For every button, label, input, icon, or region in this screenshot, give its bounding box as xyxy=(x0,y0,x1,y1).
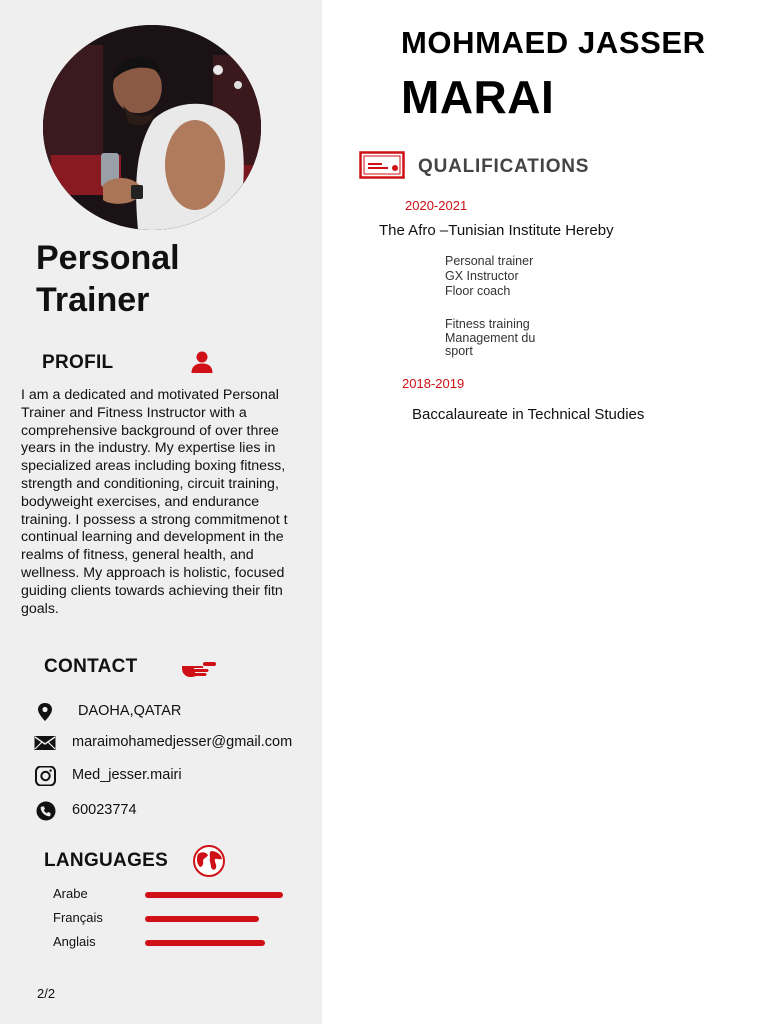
qualification-detail: Floor coach xyxy=(445,284,511,298)
contact-instagram[interactable] xyxy=(0,764,322,788)
qualification-institution: The Afro –Tunisian Institute Hereby xyxy=(379,222,614,239)
language-name: Français xyxy=(53,910,103,925)
name-last-line: MARAI xyxy=(401,71,555,123)
pointing-hand-icon xyxy=(181,658,217,680)
language-row xyxy=(53,910,313,930)
languages-heading: LANGUAGES xyxy=(44,850,169,871)
page-number: 2/2 xyxy=(37,986,56,1001)
profile-photo-illustration xyxy=(43,25,261,230)
language-row xyxy=(53,934,313,954)
name-first-line: MOHMAED JASSER xyxy=(401,25,706,60)
contact-instagram-text[interactable]: Med_jesser.mairi xyxy=(72,767,182,783)
qualification-detail: sport xyxy=(445,344,473,358)
language-row xyxy=(53,886,313,906)
contact-email-text[interactable]: maraimohamedjesser@gmail.com xyxy=(72,734,293,750)
envelope-icon xyxy=(34,733,56,753)
qualification-detail: GX Instructor xyxy=(445,269,519,283)
contact-location xyxy=(0,700,322,724)
profile-photo xyxy=(43,25,261,230)
qualification-detail: Fitness training xyxy=(445,317,530,331)
qualification-detail: Personal trainer xyxy=(445,254,534,268)
contact-heading: CONTACT xyxy=(44,656,138,677)
location-pin-icon xyxy=(34,702,56,722)
contact-email[interactable] xyxy=(0,731,322,755)
language-level-bar xyxy=(145,916,259,922)
profile-summary: I am a dedicated and motivated Personal Trainer and Fitness Instructor with a comprehensive background of over three years in the industry. My expertise lies in specialized areas including boxing fitness, strength and conditioning, circuit training, bodyweight exercises, and endurance training. I possess a strong commitmenot t continual learning and development in the realms of fitness, general health, and wellness. My approach is holistic, focused guiding clients towards achieving their fitn goals. xyxy=(21,387,288,617)
phone-icon xyxy=(34,801,56,821)
globe-icon xyxy=(190,845,228,877)
certificate-icon xyxy=(359,151,405,179)
qualification-details-group-1 xyxy=(445,254,533,299)
language-level-bar xyxy=(145,892,283,898)
sidebar xyxy=(0,0,322,1024)
profil-heading: PROFIL xyxy=(42,352,114,373)
qualification-detail: Management du xyxy=(445,330,536,345)
language-name: Anglais xyxy=(53,934,96,949)
contact-phone[interactable] xyxy=(0,799,322,823)
contact-phone-text[interactable]: 60023774 xyxy=(72,802,137,818)
instagram-icon xyxy=(34,766,56,786)
job-title xyxy=(36,237,180,321)
qualifications-heading: QUALIFICATIONS xyxy=(418,156,590,177)
qualification-institution: Baccalaureate in Technical Studies xyxy=(412,406,645,423)
contact-location-text: DAOHA,QATAR xyxy=(78,703,182,719)
language-level-bar xyxy=(145,940,265,946)
language-name: Arabe xyxy=(53,886,88,901)
person-icon xyxy=(190,350,214,374)
job-title-line-1: Personal xyxy=(36,239,180,277)
qualification-details-group-2 xyxy=(445,318,535,359)
job-title-line-2: Trainer xyxy=(36,281,150,319)
qualification-years: 2020-2021 xyxy=(405,198,468,213)
qualification-years: 2018-2019 xyxy=(402,376,465,391)
